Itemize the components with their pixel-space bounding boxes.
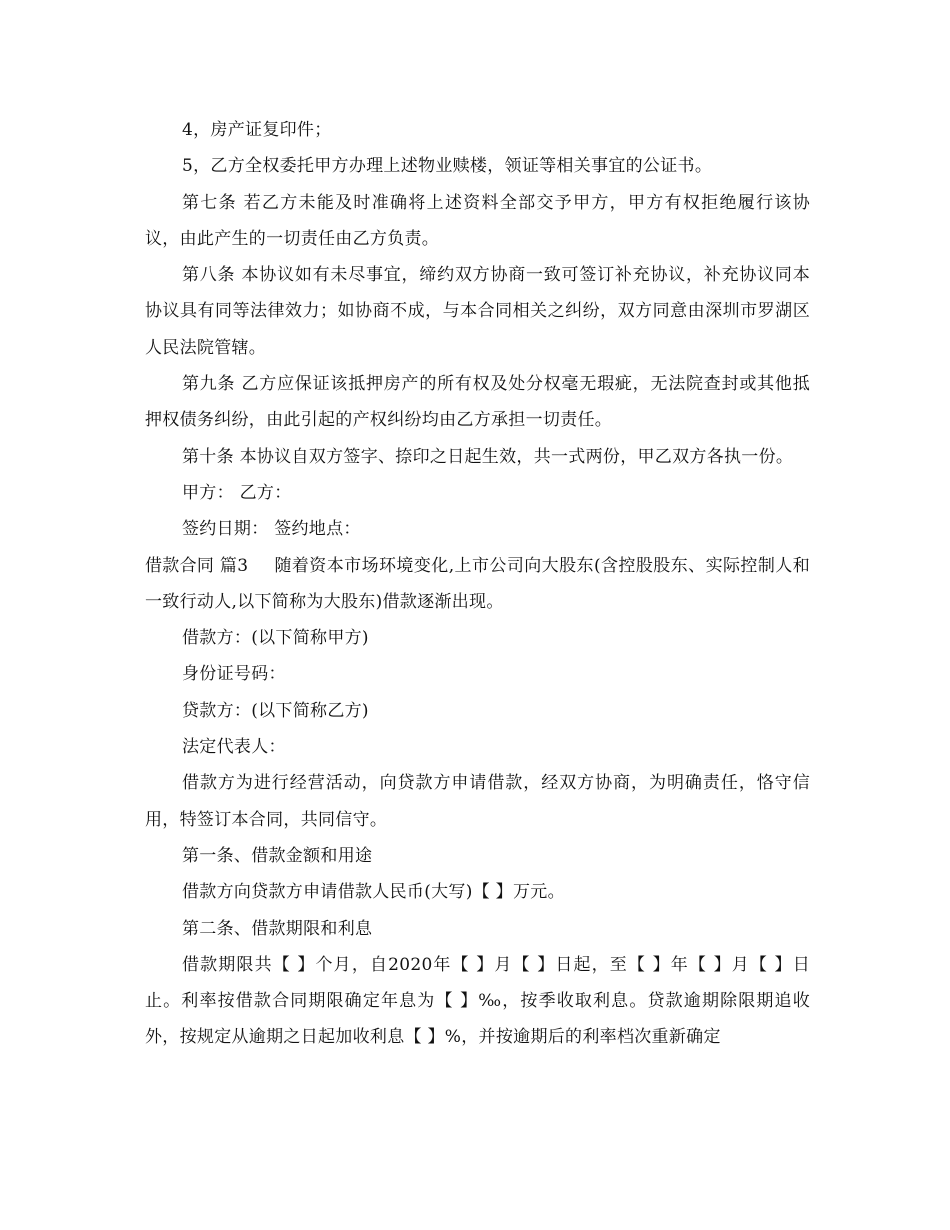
signature-parties: 甲方： 乙方： <box>182 482 292 503</box>
article-1-body: 借款方向贷款方申请借款人民币(大写)【 】万元。 <box>182 882 565 903</box>
signature-date-place: 签约日期： 签约地点： <box>182 519 361 540</box>
legal-rep-line: 法定代表人： <box>182 737 286 758</box>
section-title: 借款合同 篇3 <box>145 555 249 576</box>
paragraph-article-8: 第八条 本协议如有未尽事宜，缔约双方协商一致可签订补充协议，补充协议同本协议具有同等法律效力；如协商不成，与本合同相关之纠纷，双方同意由深圳市罗湖区人民法院管辖。 <box>145 265 810 358</box>
paragraph-item-4: 4，房产证复印件； <box>182 120 332 140</box>
paragraph-article-7: 第七条 若乙方未能及时准确将上述资料全部交予甲方，甲方有权拒绝履行该协议，由此产生的一切责任由乙方负责。 <box>145 192 810 249</box>
paragraph-item-5: 5，乙方全权委托甲方办理上述物业赎楼，领证等相关事宜的公证书。 <box>182 156 713 177</box>
article-1-heading: 第一条、借款金额和用途 <box>182 845 373 866</box>
paragraph-article-10: 第十条 本协议自双方签字、捺印之日起生效，共一式两份，甲乙双方各执一份。 <box>182 446 794 467</box>
document-page <box>145 112 810 1056</box>
borrower-line: 借款方：(以下简称甲方) <box>182 628 369 649</box>
purpose-paragraph: 借款方为进行经营活动，向贷款方申请借款，经双方协商，为明确责任，恪守信用，特签订本合同，共同信守。 <box>145 773 810 830</box>
article-2-heading: 第二条、借款期限和利息 <box>182 918 373 939</box>
article-2-body: 借款期限共【 】个月，自2020年【 】月【 】日起，至【 】年【 】月【 】日止。利率按借款合同期限确定年息为【 】‰，按季收取利息。贷款逾期除限期追收外，按规定从逾期之日起加收利息【 】%，并按逾期后的利率档次重新确定 <box>145 954 810 1048</box>
section-heading-paragraph <box>145 548 810 621</box>
section-intro: 随着资本市场环境变化,上市公司向大股东(含控股股东、实际控制人和一致行动人,以下简称为大股东)借款逐渐出现。 <box>145 555 810 612</box>
paragraph-article-9: 第九条 乙方应保证该抵押房产的所有权及处分权毫无瑕疵，无法院查封或其他抵押权债务纠纷，由此引起的产权纠纷均由乙方承担一切责任。 <box>145 374 810 431</box>
id-number-line: 身份证号码： <box>182 664 286 685</box>
lender-line: 贷款方：(以下简称乙方) <box>182 700 369 721</box>
